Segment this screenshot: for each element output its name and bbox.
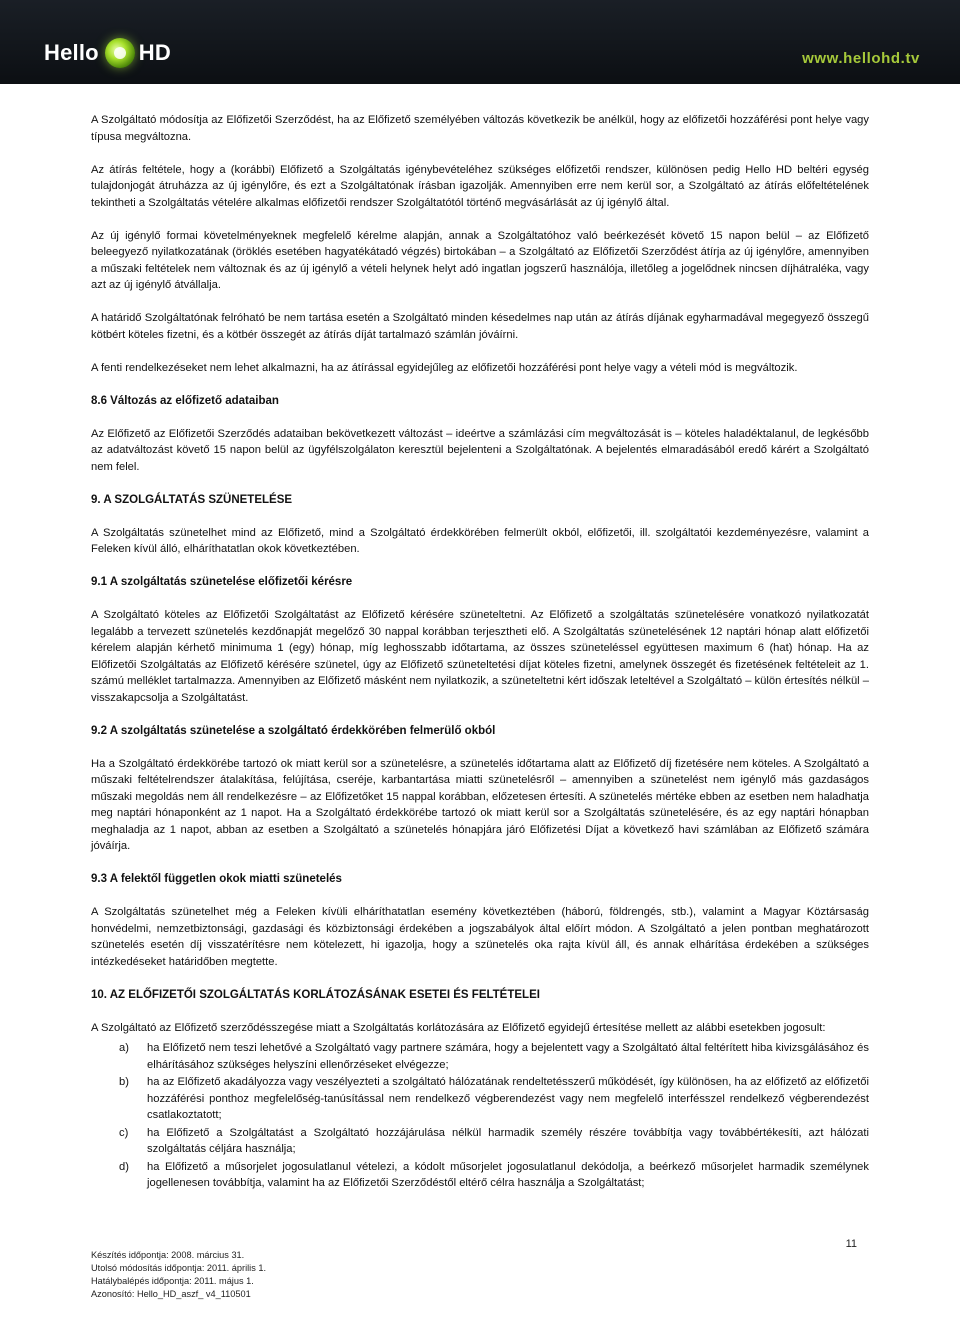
list-item bbox=[91, 1125, 869, 1158]
section-heading: 8.6 Változás az előfizető adataiban bbox=[91, 394, 279, 407]
paragraph: A Szolgáltató módosítja az Előfizetői Szerződést, ha az Előfizető személyében változás következik be anélkül, hogy az előfizetői hozzáférési pont helye vagy típusa megváltozna. bbox=[91, 114, 869, 143]
section-heading: 9.2 A szolgáltatás szünetelése a szolgáltató érdekkörében felmerülő okból bbox=[91, 724, 496, 737]
section-heading: 9.3 A felektől független okok miatti szünetelés bbox=[91, 873, 342, 885]
logo-text-left: Hello bbox=[44, 40, 99, 65]
list-marker: c) bbox=[119, 1126, 129, 1139]
paragraph: Az átírás feltétele, hogy a (korábbi) Előfizető a Szolgáltatás igénybevételéhez szükséges előfizetői rendszer, különösen pedig Hello HD beltéri egység tulajdonjogát átruházza az új igénylőre, és ezt a Szolgáltatónak írásban igazolják. Amennyiben erre nem kerül sor, a Szolgáltató az átírás előfeltételének tekintheti a Szolgáltatás vételére alkalmas előfizetői rendszer Szolgáltatótól történő megvásárlását az új igénylő által. bbox=[91, 163, 869, 209]
paragraph: A Szolgáltató az Előfizető szerződésszegése miatt a Szolgáltatás korlátozására az Előfizető egyidejű értesítése mellett az alábbi esetekben jogosult: bbox=[91, 1021, 826, 1034]
list-item bbox=[91, 1040, 869, 1073]
page-header bbox=[0, 0, 960, 84]
list-text: ha Előfizető nem teszi lehetővé a Szolgáltató vagy partnere számára, hogy a bejelentett vagy a Szolgáltató által feltérített hiba kivizsgálásához és elhárításához szükséges helyszíni ellenőrzéseket elvégezze; bbox=[147, 1042, 869, 1071]
hellohd-logo bbox=[44, 36, 171, 70]
section-heading: 9. A SZOLGÁLTATÁS SZÜNETELÉSE bbox=[91, 493, 293, 506]
list-text: ha Előfizető a műsorjelet jogosulatlanul vételezi, a kódolt műsorjelet jogosulatlanul dekódolja, a beérkező műsorjelet harmadik személynek jogellenesen továbbítja, valamint ha az Előfizetői Szerződéstől eltérő célra használja a Szolgáltatást; bbox=[147, 1160, 869, 1189]
list-marker: b) bbox=[119, 1076, 129, 1088]
section-heading: 10. AZ ELŐFIZETŐI SZOLGÁLTATÁS KORLÁTOZÁSÁNAK ESETEI ÉS FELTÉTELEI bbox=[91, 988, 540, 1001]
list-item bbox=[91, 1074, 869, 1124]
paragraph: A fenti rendelkezéseket nem lehet alkalmazni, ha az átírással egyidejűleg az előfizetői hozzáférési pont helye vagy a vételi mód is megváltozik. bbox=[91, 361, 798, 374]
list-marker: d) bbox=[119, 1160, 129, 1173]
list-item bbox=[91, 1159, 869, 1192]
list-text: ha Előfizető a Szolgáltatást a Szolgáltató hozzájárulása nélkül harmadik személy részére továbbítja vagy továbbértékesíti, azt hálózati szolgáltatás céljára használja; bbox=[147, 1126, 869, 1155]
paragraph: Ha a Szolgáltató érdekkörébe tartozó ok miatt kerül sor a szünetelésre, a szünetelés időtartama alatt az Előfizető díj fizetésére nem köteles. A Szolgáltató a műszaki feltételrendszer átalakítása, felújítása, cseréje, karbantartása miatti szünetelésről – amennyiben a szünetelést nem igénylő más gazdaságos műszaki megoldás nem áll rendelkezésre – az Előfizetőket 15 nappal korábban, előzetesen értesíti. A szünetelés mértéke ebben az esetben nem haladhatja meg naptári hónaponként az 1 napot. Ha a Szolgáltató érdekkörébe tartozó ok miatt kerül sor a Szolgáltatás szünetelésére, és az egy naptári hónapban meghaladja az 1 napot, abban az esetben a Szolgáltató a szünetelés hónapjára járó Előfizetési Díjat a következő havi számlában az Előfizető számára jóváírja. bbox=[91, 757, 869, 852]
list-marker: a) bbox=[119, 1042, 129, 1054]
paragraph: A Szolgáltatás szünetelhet mind az Előfizető, mind a Szolgáltató érdekkörében felmerült okból, előfizetői, ill. szolgáltatói kezdeményezésre, valamint a Feleken kívül álló, elháríthatatlan okok következtében. bbox=[91, 526, 869, 555]
restriction-list bbox=[91, 1040, 869, 1192]
paragraph: A határidő Szolgáltatónak felróható be nem tartása esetén a Szolgáltató minden késedelmes nap után az átírás díjának egyharmadával megegyező összegű kötbért köteles fizetni, és a kötbér összegét az átírás díját tartalmazó számlán jóváírni. bbox=[91, 312, 869, 341]
paragraph: Az új igénylő formai követelményeknek megfelelő kérelme alapján, annak a Szolgáltatóhoz való beérkezését követő 15 napon belül – az Előfizető beleegyező nyilatkozatának (öröklés esetében hagyatékátadó végzés) birtokában – a Szolgáltató az Előfizetői Szerződést átírja az új igénylőre, amennyiben a műszaki feltételek nem változnak és az új igénylő a vételi helynek helyt adó ingatlan jogszerű használója, illetőleg a jogelődnek nincsen díjhátraléka, vagy azt az új igénylő átvállalja. bbox=[91, 229, 869, 291]
paragraph: A Szolgáltató köteles az Előfizetői Szolgáltatást az Előfizető kérésére szüneteltetni. Az Előfizető a szolgáltatás szünetelésére vonatkozó nyilatkozatát legalább a tervezett szünetelés kezdőnapját megelőző 30 nappal korábban terjesztheti elő. A Szolgáltatás szünetelésének 12 naptári hónap alatt előfizetői kérelem alapján kérhető minimuma 1 (egy) hónap, míg leghosszabb időtartama, az összes szüneteléssel együttesen maximum 6 (hat) hónap. Ha az Előfizetői Szolgáltatás az Előfizető kérésére szünetel, úgy az Előfizető szüneteltetési díjat köteles fizetni, amelynek összegét és fizetésének feltételeit az 1. számú melléklet tartalmazza. Amennyiben az Előfizető másként nem nyilatkozik, a szüneteltetni kért időszak leteltével a Szolgáltató – külön értesítés nélkül – visszakapcsolja a Szolgáltatást. bbox=[91, 609, 869, 704]
paragraph: A Szolgáltatás szünetelhet még a Feleken kívüli elháríthatatlan esemény következtében (háború, földrengés, stb.), valamint a Magyar Köztársaság honvédelmi, nemzetbiztonsági, gazdasági és közbiztonsági érdekében a jogszabályok által előírt módon. A Szolgáltató a jelen pontban meghatározott szünetelés esetén díj visszatérítésre nem kötelezett, hi igazolja, hogy a szünetelés oka rajta kívül áll, és annak elhárítása érdekében a szükséges intézkedéseket határidőben megtette. bbox=[91, 906, 869, 968]
document-metadata bbox=[91, 1249, 266, 1301]
page-number: 11 bbox=[845, 1238, 857, 1250]
modified-date: Utolsó módosítás időpontja: 2011. április 1. bbox=[91, 1263, 267, 1273]
logo-text-right: HD bbox=[138, 40, 171, 65]
document-id: Azonosító: Hello_HD_aszf_ v4_110501 bbox=[91, 1289, 251, 1299]
effective-date: Hatálybalépés időpontja: 2011. május 1. bbox=[91, 1276, 254, 1286]
logo-orb-icon bbox=[105, 38, 135, 68]
document-body bbox=[91, 112, 869, 1193]
section-heading: 9.1 A szolgáltatás szünetelése előfizetői kérésre bbox=[91, 576, 353, 588]
list-text: ha az Előfizető akadályozza vagy veszélyezteti a szolgáltató hálózatának rendeltetésszerű működését, így különösen, ha az előfizető az előfizetői hozzáférési ponthoz megfelelőség-tanúsítással nem rendelkező végberendezést vagy nem megfelelő interfésszel rendelkező végberendezést csatlakoztatott; bbox=[147, 1076, 869, 1121]
paragraph: Az Előfizető az Előfizetői Szerződés adataiban bekövetkezett változást – ideértve a számlázási cím megváltozását is – köteles haladéktalanul, de legkésőbb az adatváltozást követő 15 napon belül az ügyfélszolgálaton keresztül bejelenteni a Szolgáltatónak. A bejelentés elmaradásából eredő kárért a Szolgáltató nem felel. bbox=[91, 427, 869, 473]
created-date: Készítés időpontja: 2008. március 31. bbox=[91, 1250, 245, 1260]
header-url: www.hellohd.tv bbox=[802, 50, 920, 67]
